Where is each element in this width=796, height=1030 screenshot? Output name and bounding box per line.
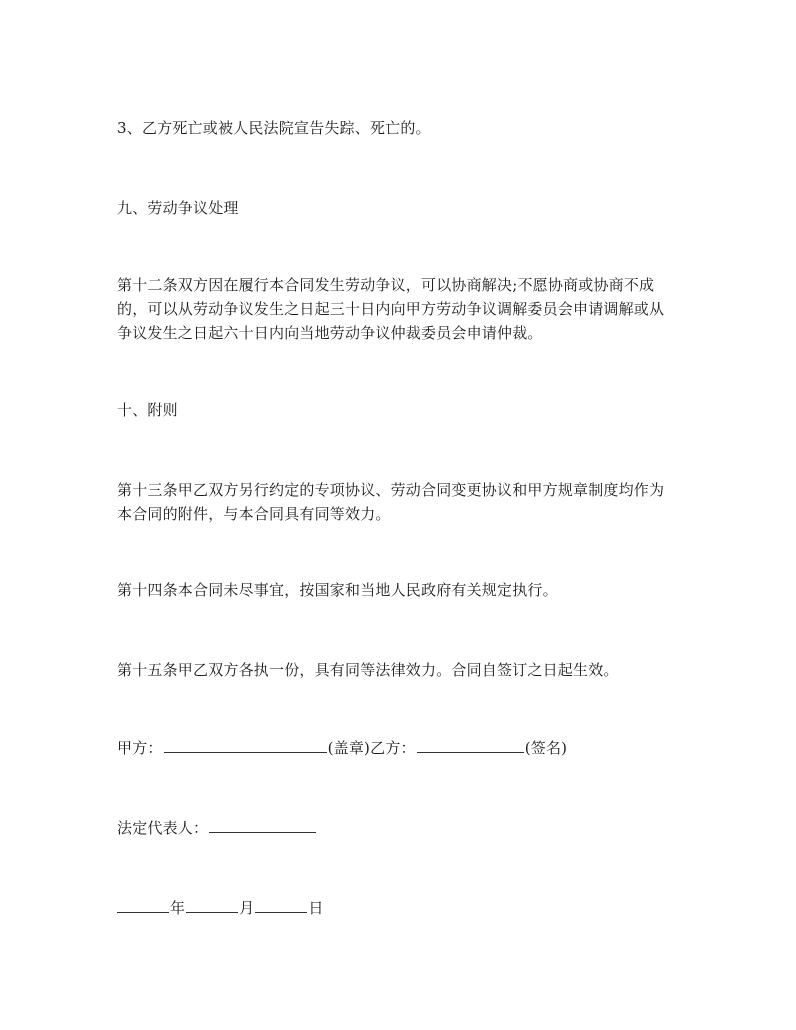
year-label: 年 (170, 899, 186, 917)
signature-line (117, 736, 687, 760)
clause-item-3: 3、乙方死亡或被人民法院宣告失踪、死亡的。 (117, 119, 431, 137)
party-a-label: 甲方： (117, 739, 163, 757)
day-label: 日 (308, 899, 324, 917)
article-15: 第十五条甲乙双方各执一份，具有同等法律效力。合同自签订之日起生效。 (117, 661, 619, 679)
month-label: 月 (239, 899, 255, 917)
article-12-line-3: 争议发生之日起六十日内向当地劳动争议仲裁委员会申请仲裁。 (117, 324, 543, 342)
day-field[interactable] (255, 896, 307, 913)
year-field[interactable] (117, 896, 169, 913)
section-10-heading: 十、附则 (117, 401, 178, 419)
party-b-signature-note: (签名) (524, 739, 568, 757)
legal-rep-field[interactable] (209, 816, 316, 833)
date-line (117, 896, 687, 920)
article-12-line-1: 第十二条双方因在履行本合同发生劳动争议，可以协商解决;不愿协商或协商不成 (117, 276, 655, 294)
article-13-line-2: 本合同的附件，与本合同具有同等效力。 (117, 505, 391, 523)
article-14: 第十四条本合同未尽事宜，按国家和当地人民政府有关规定执行。 (117, 581, 558, 599)
legal-rep-label: 法定代表人： (117, 819, 209, 837)
legal-representative-line (117, 816, 687, 840)
section-9-heading: 九、劳动争议处理 (117, 199, 239, 217)
article-13-paragraph (117, 478, 687, 526)
party-a-seal-note: (盖章)乙方： (327, 739, 416, 757)
article-12-paragraph (117, 273, 687, 345)
article-12-line-2: 的，可以从劳动争议发生之日起三十日内向甲方劳动争议调解委员会申请调解或从 (117, 300, 665, 318)
month-field[interactable] (186, 896, 238, 913)
party-b-signature-field[interactable] (417, 736, 524, 753)
party-a-seal-field[interactable] (164, 736, 327, 753)
article-13-line-1: 第十三条甲乙双方另行约定的专项协议、劳动合同变更协议和甲方规章制度均作为 (117, 481, 665, 499)
